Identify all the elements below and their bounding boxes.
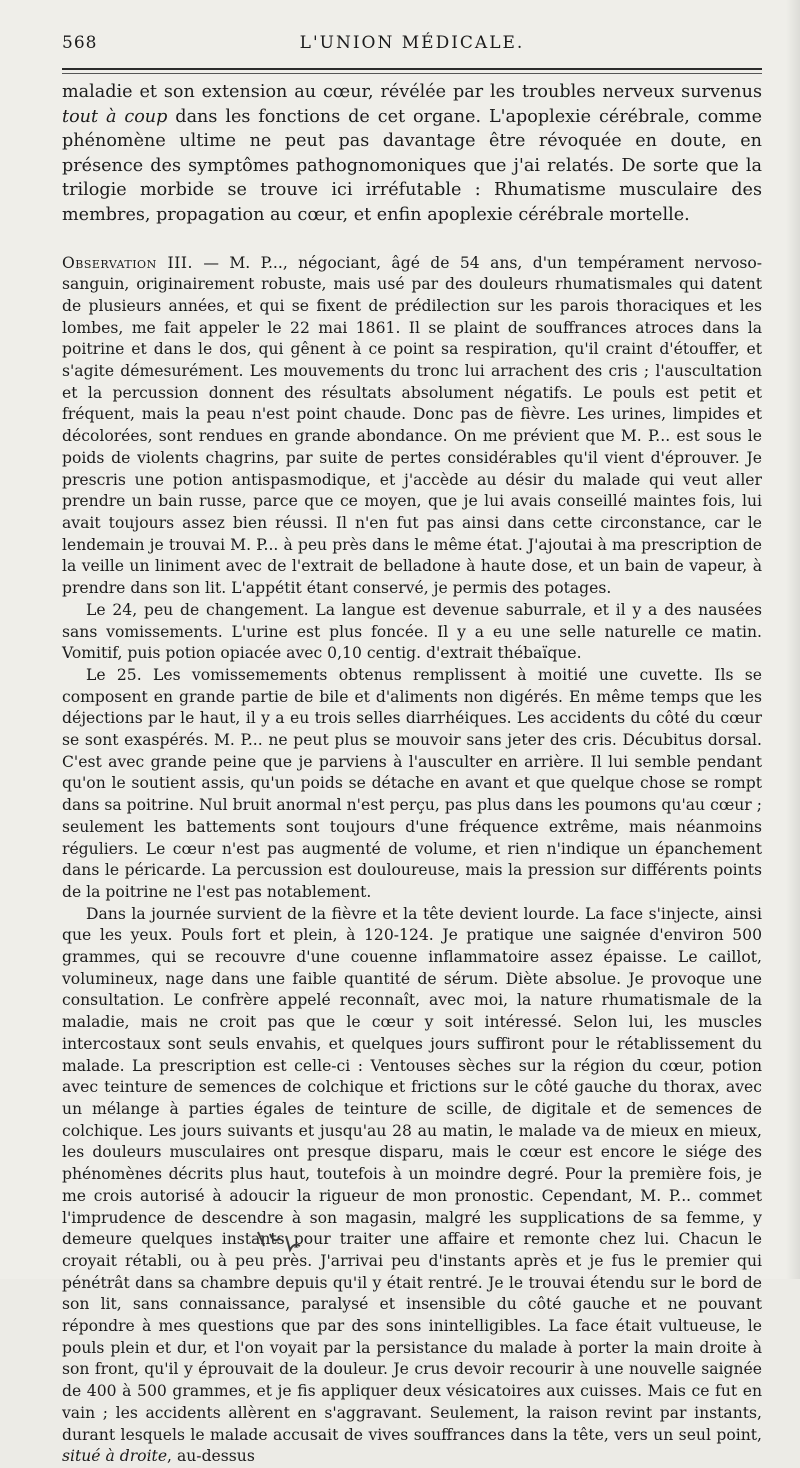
observation-text: — M. P..., négociant, âgé de 54 ans, d'un tempérament nervoso-sanguin, originairement robuste, mais usé par des douleurs rhumatismales qui datent de plusieurs années, et qui se fixent de prédilection sur les parois thoraciques et les lombes, me fait appeler le 22 mai 1861. Il se plaint de souffrances atroces dans la poitrine et dans le dos, qui gênent à ce point sa respiration, qu'il craint d'étouffer, et s'agite démesurément. Les mouvements du tronc lui arrachent des cris ; l'auscultation et la percussion donnent des résultats absolument négatifs. Le pouls est petit et fréquent, mais la peau n'est point chaude. Donc pas de fièvre. Les urines, limpides et décolorées, sont rendues en grande abondance. On me prévient que M. P... est sous le poids de violents chagrins, par suite de pertes considérables qu'il vient d'éprouver. Je prescris une potion antispasmodique, et j'accède au désir du malade qui veut aller prendre un bain russe, parce que ce moyen, que je lui avais conseillé maintes fois, lui avait toujours assez bien réussi. Il n'en fut pas ainsi dans cette circonstance, car le lendemain je trouvai M. P... à peu près dans le même état. J'ajoutai à ma prescription de la veille un liniment avec de l'extrait de belladone à haute dose, et un bain de vapeur, à prendre dans son lit. L'appétit étant conservé, je permis des potages.: [62, 253, 762, 598]
page-body: [62, 80, 762, 1468]
intro-text-b: dans les fonctions de cet organe. L'apoplexie cérébrale, comme phénomène ultime ne peut pas davantage être révoquée en doute, en présence des symptômes pathognomoniques que j'ai relatés. De sorte que la trilogie morbide se trouve ici irréfutable : Rhumatisme musculaire des membres, propagation au cœur, et enfin apoplexie cérébrale mortelle.: [62, 106, 762, 225]
running-head: L'UNION MÉDICALE.: [299, 33, 525, 53]
page-number: 568: [62, 33, 98, 53]
fever-text-b: , au-dessus: [167, 1447, 255, 1466]
fever-italic: situé à droite: [62, 1447, 168, 1466]
header-rule: [62, 68, 762, 70]
paragraph-fever: [62, 904, 762, 1468]
paragraph-day-25: Le 25. Les vomissemements obtenus remplissent à moitié une cuvette. Ils se composent en grande partie de bile et d'aliments non digérés. En même temps que les déjections par le haut, il y a eu trois selles diarrhéiques. Les accidents du côté du cœur se sont exaspérés. M. P... ne peut plus se mouvoir sans jeter des cris. Décubitus dorsal. C'est avec grande peine que je parviens à l'ausculter en arrière. Il lui semble pendant qu'on le soutient assis, qu'un poids se détache en avant et que quelque chose se rompt dans sa poitrine. Nul bruit anormal n'est perçu, pas plus dans les poumons qu'au cœur ; seulement les battements sont toujours d'une fréquence extrême, mais néanmoins réguliers. Le cœur n'est pas augmenté de volume, et rien n'indique un épanchement dans le péricarde. La percussion est douloureuse, mais la pression sur différents points de la poitrine ne l'est pas notablement.: [62, 665, 762, 901]
intro-text-a: maladie et son extension au cœur, révélée par les troubles nerveux survenus: [62, 82, 762, 102]
paragraph-day-24: Le 24, peu de changement. La langue est devenue saburrale, et il y a des nausées sans vomissements. L'urine est plus foncée. Il y a eu une selle naturelle ce matin. Vomitif, puis potion opiacée avec 0,10 centig. d'extrait thébaïque.: [62, 600, 762, 663]
intro-paragraph: [62, 80, 762, 228]
fever-text-a: Dans la journée survient de la fièvre et la tête devient lourde. La face s'injecte, ainsi que les yeux. Pouls fort et plein, à 120-124. Je pratique une saignée d'environ 500 grammes, qui se recouvre d'une couenne inflammatoire assez épaisse. Le caillot, volumineux, nage dans une faible quantité de sérum. Diète absolue. Je provoque une consultation. Le confrère appelé reconnaît, avec moi, la nature rhumatismale de la maladie, mais ne croit pas que le cœur y soit intéressé. Selon lui, les muscles intercostaux sont seuls envahis, et quelques jours suffiront pour le rétablissement du malade. La prescription est celle-ci : Ventouses sèches sur la région du cœur, potion avec teinture de semences de colchique et frictions sur le côté gauche du thorax, avec un mélange à parties égales de teinture de scille, de digitale et de semences de colchique. Les jours suivants et jusqu'au 28 au matin, le malade va de mieux en mieux, les douleurs musculaires ont presque disparu, mais le cœur est encore le siége des phénomènes décrits plus haut, toutefois à un moindre degré. Pour la première fois, je me crois autorisé à adoucir la rigueur de mon pronostic. Cependant, M. P... commet l'imprudence de descendre à son magasin, malgré les supplications de sa femme, y demeure quelques instants pour traiter une affaire et remonte chez lui. Chacun le croyait rétabli, ou à peu près. J'arrivai peu d'instants après et je fus le premier qui pénétrât dans sa chambre depuis qu'il y était rentré. Je le trouvai étendu sur le bord de son lit, sans connaissance, paralysé et insensible du côté gauche et ne pouvant répondre à mes questions que par des sons inintelligibles. La face était vultueuse, le pouls plein et dur, et l'on voyait par la persistance du malade à porter la main droite à son front, qu'il y éprouvait de la douleur. Je crus devoir recourir à une nouvelle saignée de 400 à 500 grammes, et je fis appliquer deux vésicatoires aux cuisses. Mais ce fut en vain ; les accidents allèrent en s'aggravant. Seulement, la raison revint par instants, durant lesquels le malade accusait de vives souffrances dans la tête, vers un seul point,: [62, 904, 762, 1444]
page-header: [62, 33, 762, 57]
header-rule-thin: [62, 73, 762, 74]
ink-smudge-mark: [250, 1228, 310, 1258]
page-edge-shadow: [786, 0, 800, 1279]
observation-paragraph: [62, 253, 762, 600]
intro-italic: tout à coup: [62, 106, 168, 127]
observation-label: Observation III.: [62, 253, 193, 272]
